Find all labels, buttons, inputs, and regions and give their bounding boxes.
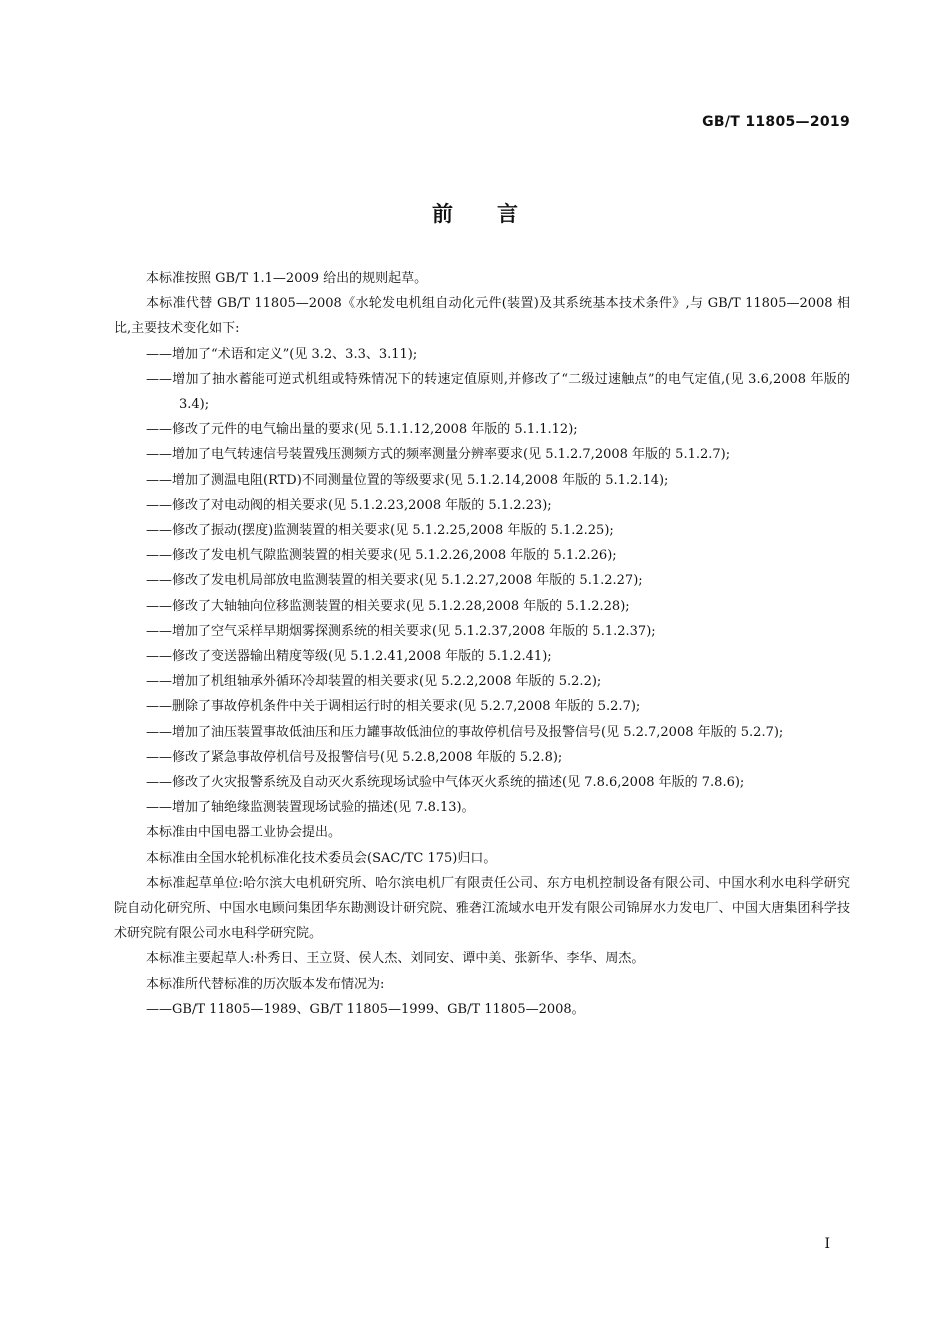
paragraph: 本标准由全国水轮机标准化技术委员会(SAC/TC 175)归口。: [146, 850, 497, 866]
paragraph: 本标准由中国电器工业协会提出。: [146, 825, 342, 841]
list-item: ——增加了抽水蓄能可逆式机组或特殊情况下的转速定值原则,并修改了“二级过速触点”的电气定值,(见 3.6,2008 年版的 3.4);: [146, 371, 850, 413]
paragraph: 本标准代替 GB/T 11805—2008《水轮发电机组自动化元件(装置)及其系统基本技术条件》,与 GB/T 11805—2008 相比,主要技术变化如下:: [114, 296, 850, 337]
paragraph: 本标准起草单位:哈尔滨大电机研究所、哈尔滨电机厂有限责任公司、东方电机控制设备有限公司、中国水利水电科学研究院自动化研究所、中国水电顾问集团华东勘测设计研究院、雅砻江流域水电开发有限公司锦屏水力发电厂、中国大唐集团科学技术研究院有限公司水电科学研究院。: [114, 875, 850, 942]
list-item: ——修改了对电动阀的相关要求(见 5.1.2.23,2008 年版的 5.1.2.23);: [146, 497, 552, 513]
document-body: [114, 266, 850, 1022]
list-item: ——修改了大轴轴向位移监测装置的相关要求(见 5.1.2.28,2008 年版的 5.1.2.28);: [146, 598, 630, 614]
list-item: ——修改了元件的电气输出量的要求(见 5.1.1.12,2008 年版的 5.1.1.12);: [146, 422, 578, 438]
list-item: ——GB/T 11805—1989、GB/T 11805—1999、GB/T 11805—2008。: [146, 1001, 585, 1017]
list-item: ——增加了机组轴承外循环冷却装置的相关要求(见 5.2.2,2008 年版的 5.2.2);: [146, 674, 602, 690]
page-number: I: [824, 1236, 830, 1252]
list-item: ——增加了电气转速信号装置残压测频方式的频率测量分辨率要求(见 5.1.2.7,2008 年版的 5.1.2.7);: [146, 447, 731, 463]
list-item: ——修改了火灾报警系统及自动灭火系统现场试验中气体灭火系统的描述(见 7.8.6,2008 年版的 7.8.6);: [146, 775, 745, 791]
list-item: ——修改了紧急事故停机信号及报警信号(见 5.2.8,2008 年版的 5.2.8);: [146, 749, 563, 765]
list-item: ——删除了事故停机条件中关于调相运行时的相关要求(见 5.2.7,2008 年版的 5.2.7);: [146, 699, 641, 715]
page-title: 前言: [432, 202, 562, 226]
list-item: ——增加了“术语和定义”(见 3.2、3.3、3.11);: [146, 346, 418, 362]
list-item: ——修改了发电机气隙监测装置的相关要求(见 5.1.2.26,2008 年版的 5.1.2.26);: [146, 548, 617, 564]
change-list: [114, 342, 850, 821]
list-item: ——增加了空气采样早期烟雾探测系统的相关要求(见 5.1.2.37,2008 年版的 5.1.2.37);: [146, 623, 656, 639]
list-item: ——修改了变送器输出精度等级(见 5.1.2.41,2008 年版的 5.1.2.41);: [146, 649, 552, 665]
paragraph: 本标准按照 GB/T 1.1—2009 给出的规则起草。: [146, 271, 428, 286]
list-item: ——修改了发电机局部放电监测装置的相关要求(见 5.1.2.27,2008 年版的 5.1.2.27);: [146, 573, 643, 589]
list-item: ——增加了测温电阻(RTD)不同测量位置的等级要求(见 5.1.2.14,2008 年版的 5.1.2.14);: [146, 472, 669, 488]
paragraph: 本标准所代替标准的历次版本发布情况为:: [146, 976, 385, 992]
paragraph: 本标准主要起草人:朴秀日、王立贤、侯人杰、刘同安、谭中美、张新华、李华、周杰。: [146, 951, 645, 967]
list-item: ——增加了轴绝缘监测装置现场试验的描述(见 7.8.13)。: [146, 800, 475, 816]
list-item: ——修改了振动(摆度)监测装置的相关要求(见 5.1.2.25,2008 年版的 5.1.2.25);: [146, 523, 614, 539]
standard-code: GB/T 11805—2019: [702, 114, 850, 130]
list-item: ——增加了油压装置事故低油压和压力罐事故低油位的事故停机信号及报警信号(见 5.2.7,2008 年版的 5.2.7);: [146, 724, 784, 740]
